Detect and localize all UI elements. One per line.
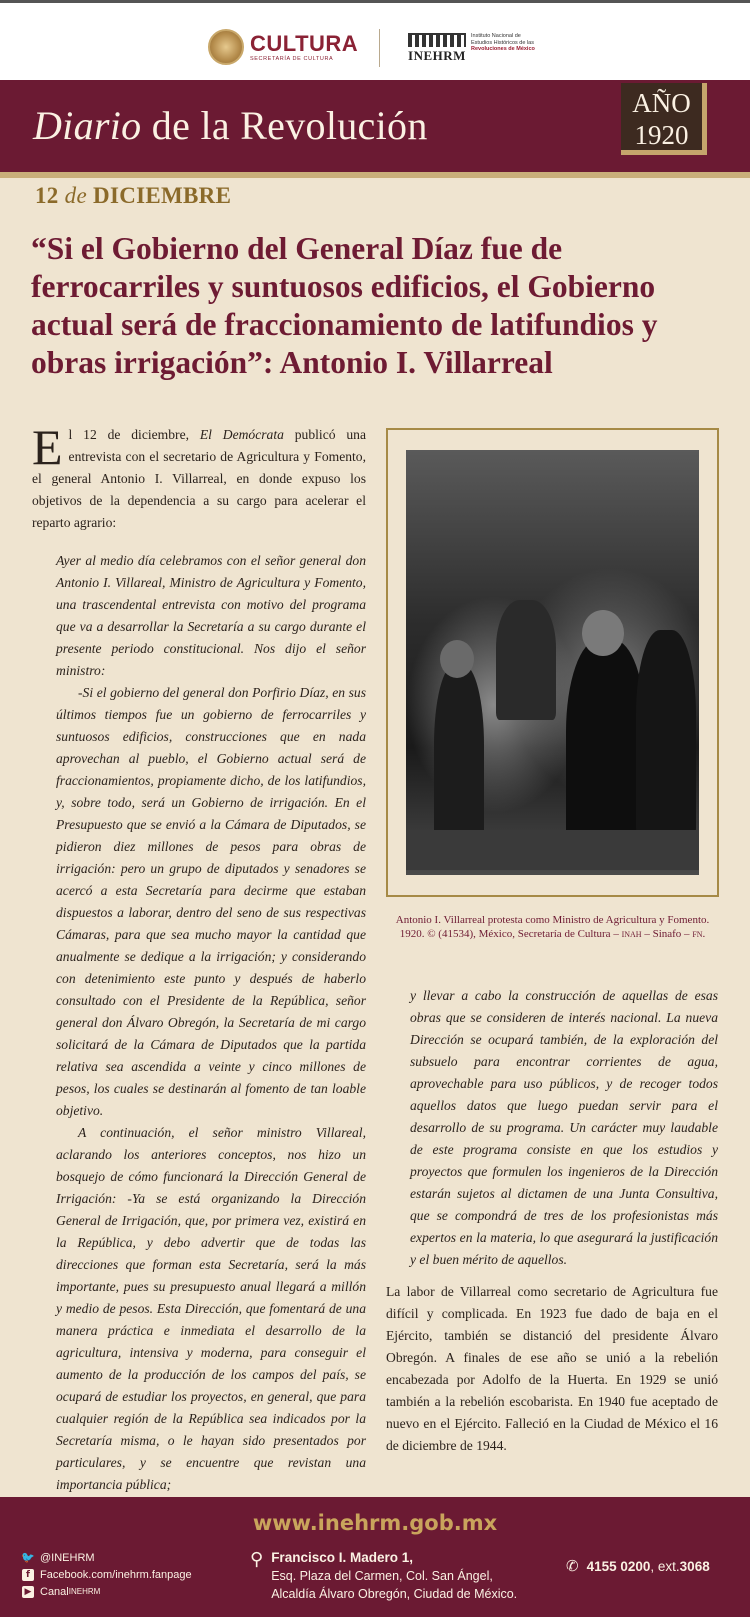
year-badge — [621, 83, 707, 155]
cultura-wordmark: CULTURA — [250, 30, 359, 56]
quote-paragraph-4: y llevar a cabo la construcción de aquellas de esas obras que se consideren de interés nacional. La nueva Dirección se ocupará también, de la exploración del subsuelo para encontrar corrientes de agua, aprovechable para uso públicos, y de recoger todos aquellos datos que luego puedan servir para el desarrollo de su programa. Un carácter muy laudable de este programa consiste en que los estudios y proyectos que formulen los ingenieros de la Dirección estarán sujetos al dictamen de una Junta Consultiva, que se compondrá de tres de los profesionistas más expertos en la materia, lo que asegurará la justificación y el buen mérito de aquellos. — [410, 988, 718, 1267]
article-left-column — [32, 419, 366, 1496]
logo-divider — [379, 29, 380, 67]
phone-extension: 3068 — [679, 1558, 710, 1574]
photo-frame — [386, 428, 719, 897]
phone-number: 4155 0200 — [586, 1558, 651, 1574]
date-heading: 12 de DICIEMBRE — [35, 183, 232, 208]
drop-cap: E — [32, 419, 63, 475]
headline: “Si el Gobierno del General Díaz fue de ferrocarriles y suntuosos edificios, el Gobierno actual será de fraccionamiento de latifundios y obras irrigación”: Antonio I. Villarreal — [31, 231, 658, 380]
social-links — [22, 1549, 192, 1600]
facebook-link[interactable]: f Facebook.com/inehrm.fanpage — [22, 1566, 192, 1583]
building-icon — [408, 33, 466, 47]
facebook-icon: f — [22, 1569, 34, 1581]
cultura-subtitle: SECRETARÍA DE CULTURA — [250, 55, 334, 62]
national-seal-icon — [208, 29, 244, 65]
phone: ✆ 4155 0200 , ext. 3068 — [566, 1557, 710, 1575]
address — [250, 1549, 517, 1603]
footer — [0, 1497, 750, 1617]
title-band — [0, 80, 750, 172]
location-pin-icon: ⚲ — [250, 1549, 264, 1570]
inehrm-logo — [407, 33, 535, 63]
year-value: 1920 — [634, 120, 689, 150]
top-logo-bar — [0, 0, 750, 80]
year-label: AÑO — [632, 88, 691, 118]
twitter-link[interactable]: 🐦 @INEHRM — [21, 1551, 95, 1564]
address-line-2: Esq. Plaza del Carmen, Col. San Ángel, — [271, 1569, 493, 1583]
website-link[interactable]: www.inehrm.gob.mx — [252, 1511, 498, 1535]
address-line-3: Alcaldía Álvaro Obregón, Ciudad de México. — [271, 1587, 518, 1601]
article-intro: El 12 de diciembre, El Demócrata publicó una entrevista con el secretario de Agricultura y Fomento, el general Antonio I. Villarreal, en donde expuso los objetivos de la dependencia a su cargo para acelerar el reparto agrario: — [32, 419, 366, 530]
address-street: Francisco I. Madero 1, — [271, 1550, 413, 1565]
youtube-link[interactable]: ▶ Canal INEHRM — [22, 1583, 192, 1600]
closing-paragraph: La labor de Villarreal como secretario de Agricultura fue difícil y complicada. En 1923 fue dado de baja en el Ejército, también se distanció del presidente Álvaro Obregón. A finales de ese año se unió a la rebelión encabezada por Adolfo de la Huerta. En 1929 se unió también a la rebelión escobarista. En 1940 fue aceptado de nuevo en el Ejército. Falleció en la Ciudad de México el 16 de diciembre de 1944. — [386, 1284, 718, 1453]
publication-title: Diario de la Revolución — [33, 103, 428, 148]
photo-caption: Antonio I. Villarreal protesta como Ministro de Agricultura y Fomento. 1920. © (41534), México, Secretaría de Cultura – inah – Sinafo – fn. — [395, 914, 710, 940]
inehrm-wordmark: INEHRM — [408, 48, 466, 63]
inehrm-description: Instituto Nacional de Estudios Históricos de las Revoluciones de México — [471, 33, 535, 52]
quote-paragraph-1: Ayer al medio día celebramos con el señor general don Antonio I. Villareal, Ministro de Agricultura y Fomento, una trascendental entrevista con motivo del programa que va a desarrollar la Secretaría a su cargo durante el presente periodo constitucional. Nos dijo el señor ministro: — [56, 553, 366, 678]
phone-icon: ✆ — [566, 1557, 579, 1575]
quote-paragraph-2: -Si el gobierno del general don Porfirio Díaz, en sus últimos tiempos fue un gobierno de ferrocarriles y suntuosos edificios, construcciones que en nada aprovechan al pueblo, el Gobierno actual será de fraccionamientos, propiamente dicho, de los latifundios, y, sobre todo, será un Gobierno de irrigación. En el Presupuesto que se envió a la Cámara de Diputados, se pidieron diez millones de pesos para obras de irrigación: pero un grupo de diputados y senadores se acercó a esta Secretaría para decirme que estaban dispuestos a laborar, dentro del seno de sus respectivas Cámaras, para que sea mucho mayor la cantidad que anualmente se dedique a la irrigación; y considerando con detenimiento este punto y después de haberlo consultado con el Presidente de la República, señor general don Álvaro Obregón, la Secretaría de mi cargo solicitará de la Cámara de Diputados que la partida relativa sea ascendida a veinte y cinco millones de pesos, los cuales se destinarán al fomento de tan loable objetivo. — [56, 685, 366, 1118]
historical-photo — [406, 450, 699, 875]
quote-paragraph-3: A continuación, el señor ministro Villareal, aclarando los anteriores conceptos, nos hizo un bosquejo de cómo funcionará la Dirección General de Irrigación: -Ya se está organizando la Dirección General de Irrigación, que, por primera vez, existirá en la República, y debo advertir que de todas las direcciones que forman esta Secretaría, será la más importante, pues su presupuesto anual llegará a millón y medio de pesos. Esta Dirección, que fomentará de una manera práctica e inmediata el desarrollo de la agricultura, intensiva y moderna, para conseguir el aumento de la producción de los campos del país, se ocupará de estudiar los proyectos, en general, que para cualquier región de la República sea indicados por la Secretaría misma, o le hayan sido presentados por particulares, y se encuentre que revistan una importancia pública; — [56, 1125, 366, 1492]
youtube-icon: ▶ — [22, 1586, 34, 1598]
cultura-logo — [208, 27, 358, 67]
article-right-column — [386, 985, 718, 1457]
twitter-icon: 🐦 — [21, 1551, 35, 1564]
gold-divider — [0, 172, 750, 178]
